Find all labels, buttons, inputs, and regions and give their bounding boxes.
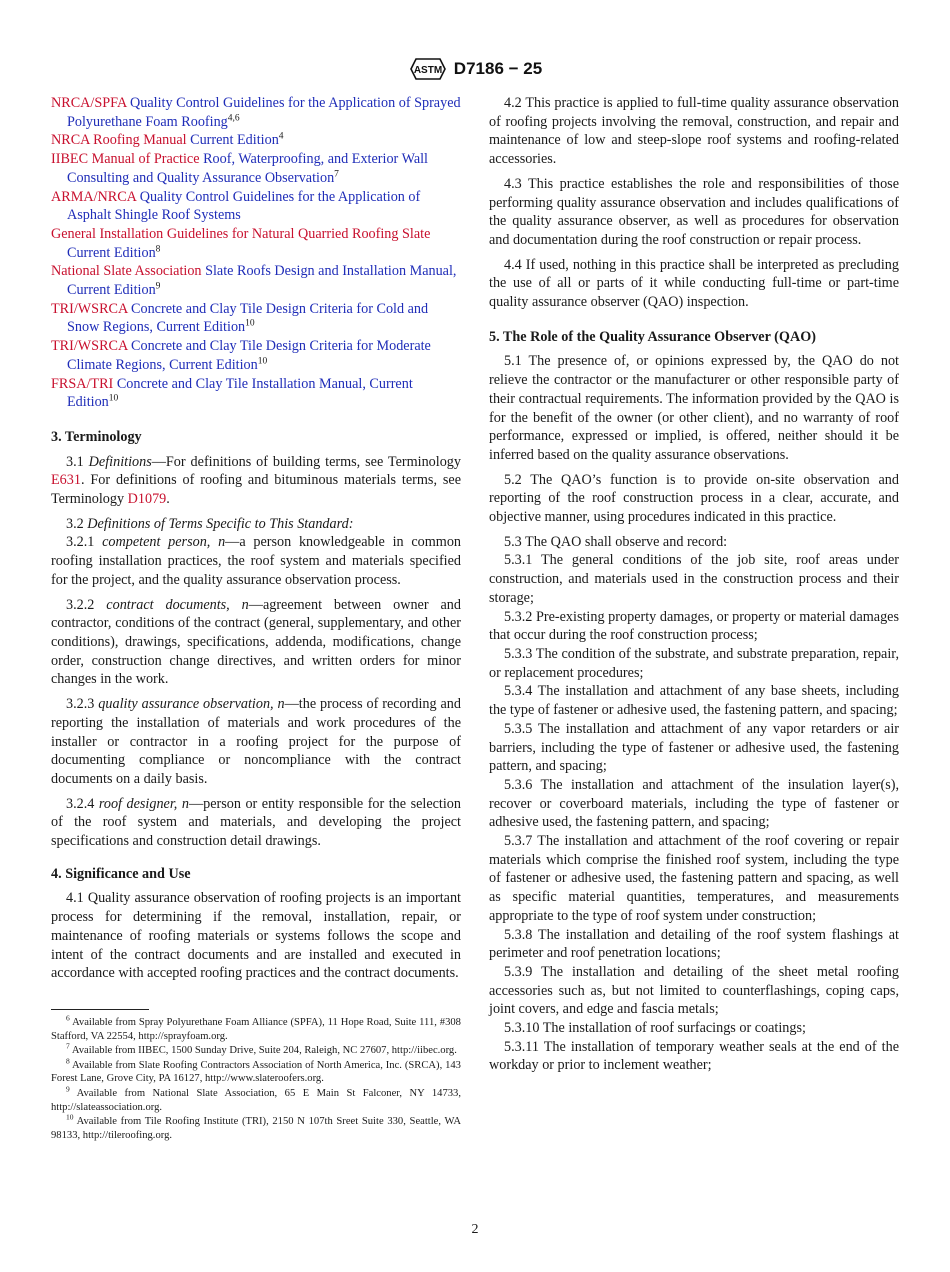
definition-text: —a person knowledgeable in common roofing installation practices, the roof system and materials specified for the project, and the quality assurance observation process. [51, 534, 462, 588]
footnote-divider [51, 1009, 149, 1010]
list-item: 5.3.2 Pre-existing property damages, or property or material damages that occur during the roof construction process; [489, 608, 899, 644]
definition-text: —agreement between owner and contractor, conditions of the contract (general, supplementary, and other conditions), drawings, specifications, addenda, modifications, change order, construction change directives, and written orders for minor changes in the work. [51, 596, 461, 688]
section-heading-terminology: 3. Terminology [51, 428, 142, 445]
list-item: 5.3.7 The installation and attachment of the roof covering or repair materials which comprise the finished roof system, including the type of fastener or adhesive used, the fastening pattern and spacing, as well as specific material quantities, temperatures, and measurements appropriate to the type of roof system under construction; [489, 833, 899, 924]
reference-org[interactable]: IIBEC Manual of Practice [51, 151, 200, 168]
term: contract documents, n [106, 596, 249, 613]
definition-3-2-4 [51, 795, 461, 851]
footnote [51, 1013, 461, 1043]
reference-org[interactable]: ARMA/NRCA [51, 188, 137, 205]
reference-title[interactable]: Concrete and Clay Tile Installation Manual, Current Edition [67, 375, 413, 411]
reference-item [51, 131, 461, 150]
reference-title[interactable]: Quality Control Guidelines for the Application of Sprayed Polyurethane Foam Roofing [67, 95, 461, 130]
footnote-number: 9 [66, 1084, 70, 1094]
reference-title[interactable]: Current Edition [190, 132, 279, 149]
subheading: Definitions of Terms Specific to This Standard: [87, 515, 354, 532]
reference-item [51, 94, 461, 131]
para-text: . For definitions of roofing and bituminous materials terms, see Terminology [51, 472, 461, 508]
paragraph-5-1: 5.1 The presence of, or opinions expressed by, the QAO do not relieve the contractor or the manufacturer or other responsible party of their contractual requirements. The information provided by the QAO is for the benefit of the owner (or other client), and no warranty of roof performance, expressed or implied, is offered, neither should it be inferred based on the quality assurance observations. [489, 353, 899, 463]
definition-3-2-2 [51, 596, 461, 690]
left-column [51, 94, 461, 1143]
footnote-text: Available from Slate Roofing Contractors Association of North America, Inc. (SRCA), 143 Forest Lane, Grove City, PA 16127, http://www.slateroofers.org. [51, 1059, 461, 1085]
footnote [51, 1084, 461, 1114]
definition-3-2-3 [51, 695, 461, 789]
section-heading-significance: 4. Significance and Use [51, 865, 191, 882]
section-heading-qao: 5. The Role of the Quality Assurance Observer (QAO) [489, 328, 816, 345]
list-item: 5.3.4 The installation and attachment of any base sheets, including the type of fastener or adhesive used, the fastening pattern, and spacing; [489, 683, 899, 719]
footnote-number: 6 [66, 1013, 70, 1023]
para-number: 3.2.4 [66, 795, 95, 812]
footnote-ref: 10 [257, 356, 268, 367]
term: quality assurance observation, n [98, 696, 285, 713]
footnote-number: 8 [66, 1056, 70, 1066]
definition-3-2-1 [51, 533, 461, 589]
list-item: 5.3.6 The installation and attachment of the insulation layer(s), recover or coverboard materials, including the type of fastener or adhesive used, the fastening pattern, and spacing; [489, 776, 899, 831]
paragraph-4-3: 4.3 This practice establishes the role and responsibilities of those performing quality assurance observation and includes qualifications of the quality assurance observer, as well as procedures for observation and documentation during the roof construction or repair process. [489, 175, 899, 248]
footnote-text: Available from National Slate Association, 65 E Main St Falconer, NY 14733, http://slateassociation.org. [51, 1087, 461, 1113]
reference-title[interactable]: Current Edition [67, 244, 156, 261]
footnote-ref: 9 [155, 281, 161, 292]
paragraph-3-2 [51, 515, 461, 534]
footnotes [51, 1013, 461, 1142]
logo-text: ASTM [413, 65, 442, 76]
definition-text: —person or entity responsible for the selection of the roof system and materials, and developing the project specifications and construction detail drawings. [51, 795, 461, 850]
reference-item [51, 300, 461, 337]
footnote [51, 1056, 461, 1086]
para-number: 3.2.1 [66, 534, 95, 551]
reference-org[interactable]: National Slate Association [51, 263, 202, 280]
para-number: 3.2.2 [66, 596, 95, 613]
reference-org[interactable]: General Installation Guidelines for Natural Quarried Roofing Slate [51, 225, 431, 242]
reference-item [51, 225, 461, 262]
term: competent person, n [102, 534, 226, 551]
standard-designation: D7186 − 25 [453, 59, 543, 78]
paragraph-4-2: 4.2 This practice is applied to full-time quality assurance observation of roofing projects involving the removal, construction, and repair and maintenance of low and steep-slope roof systems and roofing-related accessories. [489, 95, 899, 168]
term: roof designer, n [98, 795, 189, 812]
reference-item [51, 375, 461, 412]
link-d1079[interactable]: D1079 [127, 491, 167, 508]
list-item: 5.3.11 The installation of temporary weather seals at the end of the workday or prior to inclement weather; [489, 1038, 899, 1074]
para-number: 3.2.3 [66, 696, 95, 713]
para-text: —For definitions of building terms, see Terminology [151, 453, 461, 470]
definition-text: —the process of recording and reporting the installation of materials and work procedures of the installer or contractor in a roofing project for the purpose of documenting compliance or noncompliance with the contract documents on a daily basis. [51, 696, 461, 787]
astm-logo-icon [408, 56, 448, 82]
page-number: 2 [471, 1222, 479, 1237]
list-item: 5.3.3 The condition of the substrate, and substrate preparation, repair, or replacement procedures; [489, 645, 899, 681]
footnote [51, 1041, 461, 1058]
footnote-ref: 4,6 [227, 112, 240, 123]
footnote-ref: 10 [245, 318, 255, 329]
reference-org[interactable]: NRCA/SPFA [51, 95, 127, 111]
footnote-ref: 8 [155, 243, 161, 254]
footnote-ref: 10 [108, 393, 119, 404]
reference-item [51, 188, 461, 225]
footnote-ref: 7 [334, 169, 339, 180]
paragraph-5-2: 5.2 The QAO’s function is to provide on-site observation and reporting of the roof construction process in a clear, accurate, and objective manner, using procedures indicated in this practice. [489, 471, 899, 526]
list-item: 5.3.1 The general conditions of the job site, roof areas under construction, and materials used in the construction process and their storage; [489, 552, 899, 606]
para-number: 3.1 [66, 453, 84, 470]
reference-item [51, 337, 461, 374]
footnote-text: Available from IIBEC, 1500 Sunday Drive, Suite 204, Raleigh, NC 27607, http://iibec.org. [71, 1045, 457, 1057]
footnote-text: Available from Tile Roofing Institute (TRI), 2150 N 107th Sreet Suite 330, Seattle, WA 98133, http://tileroofing.org. [51, 1116, 461, 1141]
paragraph-3-1 [51, 453, 461, 509]
paragraph-5-3: 5.3 The QAO shall observe and record: [504, 533, 728, 550]
page-header [0, 56, 950, 82]
list-item: 5.3.5 The installation and attachment of any vapor retarders or air barriers, including the type of fastener or adhesive used, the fastening pattern, and spacing; [489, 720, 899, 775]
reference-org[interactable]: NRCA Roofing Manual [51, 132, 187, 149]
list-item: 5.3.9 The installation and detailing of the sheet metal roofing accessories such as, but not limited to counterflashings, coping caps, joint covers, and edge and fascia metals; [489, 963, 899, 1018]
footnote [51, 1112, 461, 1142]
paragraph-4-1: 4.1 Quality assurance observation of roofing projects is an important process for determining if the removal, installation, repair, or maintenance of roofing materials or systems follows the scope and intent of the contract documents and are installed and executed in accordance with accepted roofing practices and the contract documents. [51, 890, 461, 982]
para-number: 3.2 [66, 515, 84, 532]
reference-title[interactable]: Concrete and Clay Tile Design Criteria for Moderate Climate Regions, Current Edition [67, 338, 431, 373]
para-text: . [166, 491, 170, 508]
footnote-ref: 4 [278, 131, 284, 142]
footnote-text: Available from Spray Polyurethane Foam Alliance (SPFA), 11 Hope Road, Suite 111, #308 Stafford, VA 22554, http://sprayfoam.org. [51, 1016, 461, 1042]
link-e631[interactable]: E631 [51, 472, 81, 489]
reference-title[interactable]: Concrete and Clay Tile Design Criteria for Cold and Snow Regions, Current Edition [67, 300, 429, 336]
reference-list [51, 94, 461, 412]
paragraph-4-4: 4.4 If used, nothing in this practice shall be interpreted as precluding the use of all or parts of it while conducting full-time or part-time quality assurance observer (QAO) inspection. [489, 256, 899, 311]
reference-title[interactable]: Quality Control Guidelines for the Application of Asphalt Shingle Roof Systems [67, 188, 421, 224]
list-item: 5.3.10 The installation of roof surfacings or coatings; [504, 1020, 806, 1037]
reference-org[interactable]: TRI/WSRCA [51, 338, 128, 355]
footnote-number: 7 [66, 1041, 70, 1051]
reference-title[interactable]: Roof, Waterproofing, and Exterior Wall Consulting and Quality Assurance Observation [67, 151, 428, 186]
footnote-number: 10 [66, 1112, 74, 1122]
list-item: 5.3.8 The installation and detailing of the roof system flashings at perimeter and roof penetration locations; [489, 926, 899, 962]
reference-item [51, 262, 461, 299]
reference-org[interactable]: TRI/WSRCA [51, 300, 128, 317]
reference-item [51, 150, 461, 187]
right-column [489, 94, 899, 1075]
reference-title[interactable]: Slate Roofs Design and Installation Manual, Current Edition [67, 263, 457, 299]
reference-org[interactable]: FRSA/TRI [51, 375, 114, 392]
term: Definitions [88, 453, 152, 470]
